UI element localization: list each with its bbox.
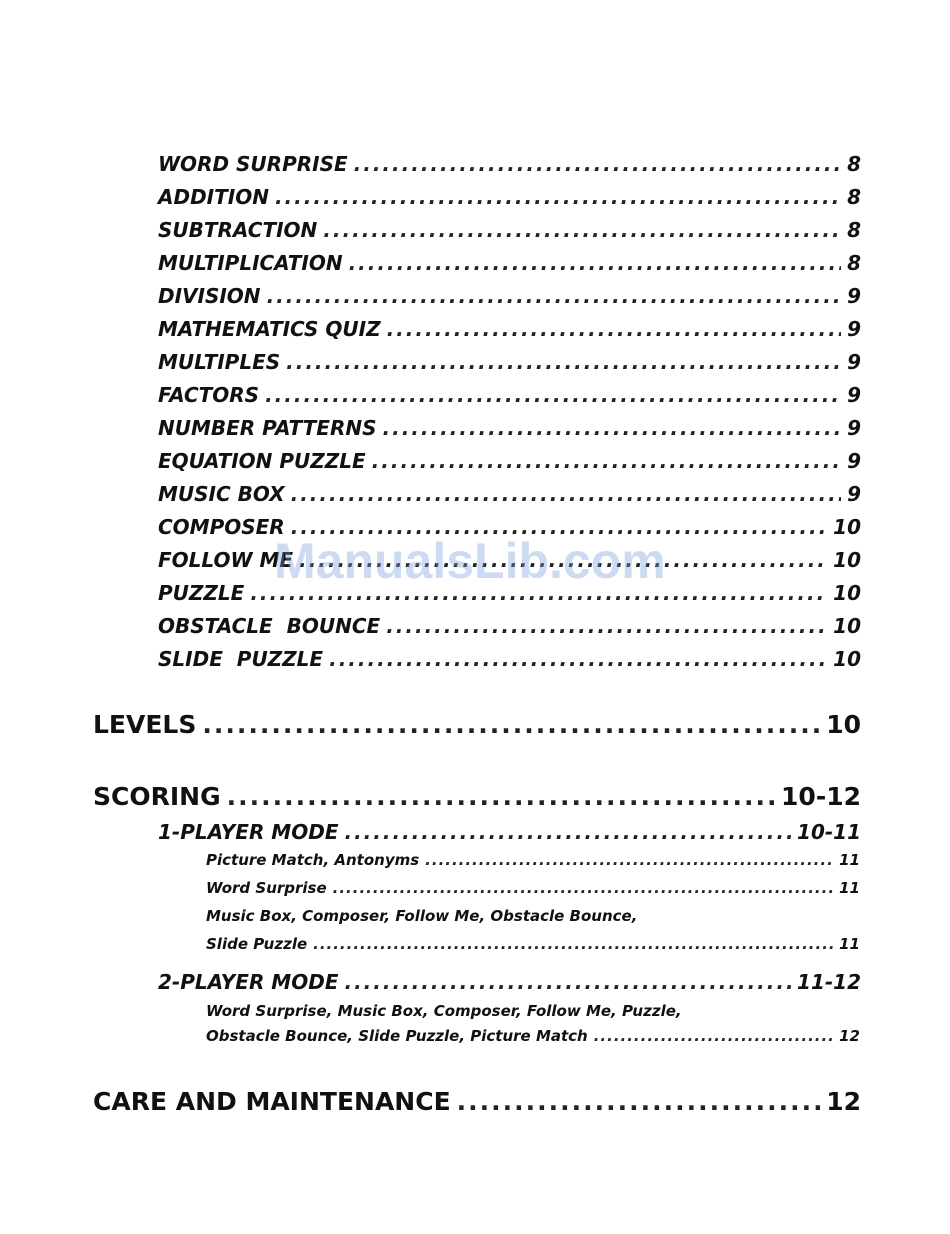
toc-heading-scoring[interactable] [93,782,861,811]
toc-entry[interactable] [158,185,861,209]
toc-entry-label: SUBTRACTION [158,218,318,242]
toc-subentry[interactable] [206,935,860,953]
toc-entry-page: 9 [847,383,861,407]
toc-subentry[interactable] [206,851,860,869]
dot-leader [286,350,841,374]
toc-entry-page: 9 [847,284,861,308]
toc-entry-label: ADDITION [158,185,269,209]
toc-entry-label: SLIDE PUZZLE [158,647,324,671]
dot-leader [250,581,827,605]
dot-leader [227,782,775,811]
toc-subentry-label: Slide Puzzle [206,935,308,953]
toc-entry[interactable] [158,350,861,374]
watermark: ManualsLib.com [274,533,666,589]
dot-leader [344,970,791,994]
dot-leader [202,710,820,739]
toc-heading-label: SCORING [93,782,221,811]
dot-leader [344,820,791,844]
toc-subentry-label: Obstacle Bounce, Slide Puzzle, Picture Match [206,1027,588,1045]
toc-entry-1-player-mode[interactable] [158,820,861,844]
dot-leader [386,614,827,638]
toc-entry-page: 10 [833,614,861,638]
toc-subentry[interactable] [206,879,860,897]
toc-entry-page: 10 [833,548,861,572]
toc-heading-page: 12 [826,1087,861,1116]
toc-entry-label: DIVISION [158,284,261,308]
dot-leader [354,152,841,176]
toc-entry[interactable] [158,548,861,572]
toc-entry[interactable] [158,251,861,275]
toc-entry-page: 10-11 [797,820,861,844]
toc-entry-page: 8 [847,251,861,275]
toc-subentry-first-line[interactable]: Word Surprise, Music Box, Composer, Follow Me, Puzzle, [206,1002,682,1020]
dot-leader [267,284,842,308]
toc-entry-page: 8 [847,185,861,209]
toc-entry-label: 2-PLAYER MODE [158,970,339,994]
toc-entry-label: MULTIPLES [158,350,281,374]
toc-heading-label: LEVELS [93,710,197,739]
toc-heading-label: CARE AND MAINTENANCE [93,1087,451,1116]
toc-entry-page: 8 [847,218,861,242]
dot-leader [265,383,841,407]
toc-entry-label: FACTORS [158,383,260,407]
toc-entry[interactable] [158,383,861,407]
dot-leader [349,251,842,275]
dot-leader [387,317,842,341]
toc-subentry[interactable] [206,1027,860,1045]
toc-entry[interactable] [158,317,861,341]
toc-entry-page: 10 [833,515,861,539]
dot-leader [372,449,841,473]
toc-subentry-first-line[interactable]: Music Box, Composer, Follow Me, Obstacle Bounce, [206,907,638,925]
toc-entry-page: 8 [847,152,861,176]
toc-entry-label: PUZZLE [158,581,245,605]
toc-entry-label: OBSTACLE BOUNCE [158,614,381,638]
toc-heading-care[interactable] [93,1087,861,1116]
toc-entry-page: 10 [833,647,861,671]
toc-entry[interactable] [158,284,861,308]
dot-leader [383,416,842,440]
toc-entry[interactable] [158,218,861,242]
toc-entry-page: 9 [847,482,861,506]
toc-entry-label: MULTIPLICATION [158,251,343,275]
dot-leader [457,1087,821,1116]
toc-entry-page: 10 [833,581,861,605]
dot-leader [329,647,827,671]
dot-leader [291,515,827,539]
toc-entry[interactable] [158,152,861,176]
toc-entry[interactable] [158,581,861,605]
toc-heading-page: 10-12 [781,782,861,811]
toc-entry[interactable] [158,647,861,671]
toc-heading-levels[interactable] [93,710,861,739]
dot-leader [291,482,841,506]
toc-entry-page: 9 [847,449,861,473]
toc-entry-page: 11-12 [797,970,861,994]
toc-entry-2-player-mode[interactable] [158,970,861,994]
toc-entry-label: MUSIC BOX [158,482,285,506]
toc-entry[interactable] [158,416,861,440]
toc-entry-label: COMPOSER [158,515,285,539]
toc-entry-page: 9 [847,416,861,440]
toc-entry-label: FOLLOW ME [158,548,294,572]
toc-subentry-page: 11 [839,879,860,897]
toc-entry-label: 1-PLAYER MODE [158,820,339,844]
toc-entry-label: EQUATION PUZZLE [158,449,366,473]
toc-entry-label: NUMBER PATTERNS [158,416,377,440]
toc-entry[interactable] [158,449,861,473]
dot-leader [323,218,841,242]
toc-subentry-page: 12 [839,1027,860,1045]
toc-entry[interactable] [158,515,861,539]
dot-leader [594,1027,833,1045]
toc-entry-label: MATHEMATICS QUIZ [158,317,381,341]
toc-subentry-page: 11 [839,935,860,953]
toc-subentry-label: Picture Match, Antonyms [206,851,420,869]
toc-entry[interactable] [158,482,861,506]
toc-heading-page: 10 [826,710,861,739]
toc-subentry-label: Word Surprise [206,879,327,897]
toc-entry-page: 9 [847,350,861,374]
toc-entry-label: WORD SURPRISE [158,152,348,176]
toc-entry-page: 9 [847,317,861,341]
dot-leader [313,935,833,953]
dot-leader [425,851,833,869]
dot-leader [333,879,833,897]
dot-leader [275,185,841,209]
dot-leader [299,548,827,572]
toc-entry[interactable] [158,614,861,638]
toc-subentry-page: 11 [839,851,860,869]
